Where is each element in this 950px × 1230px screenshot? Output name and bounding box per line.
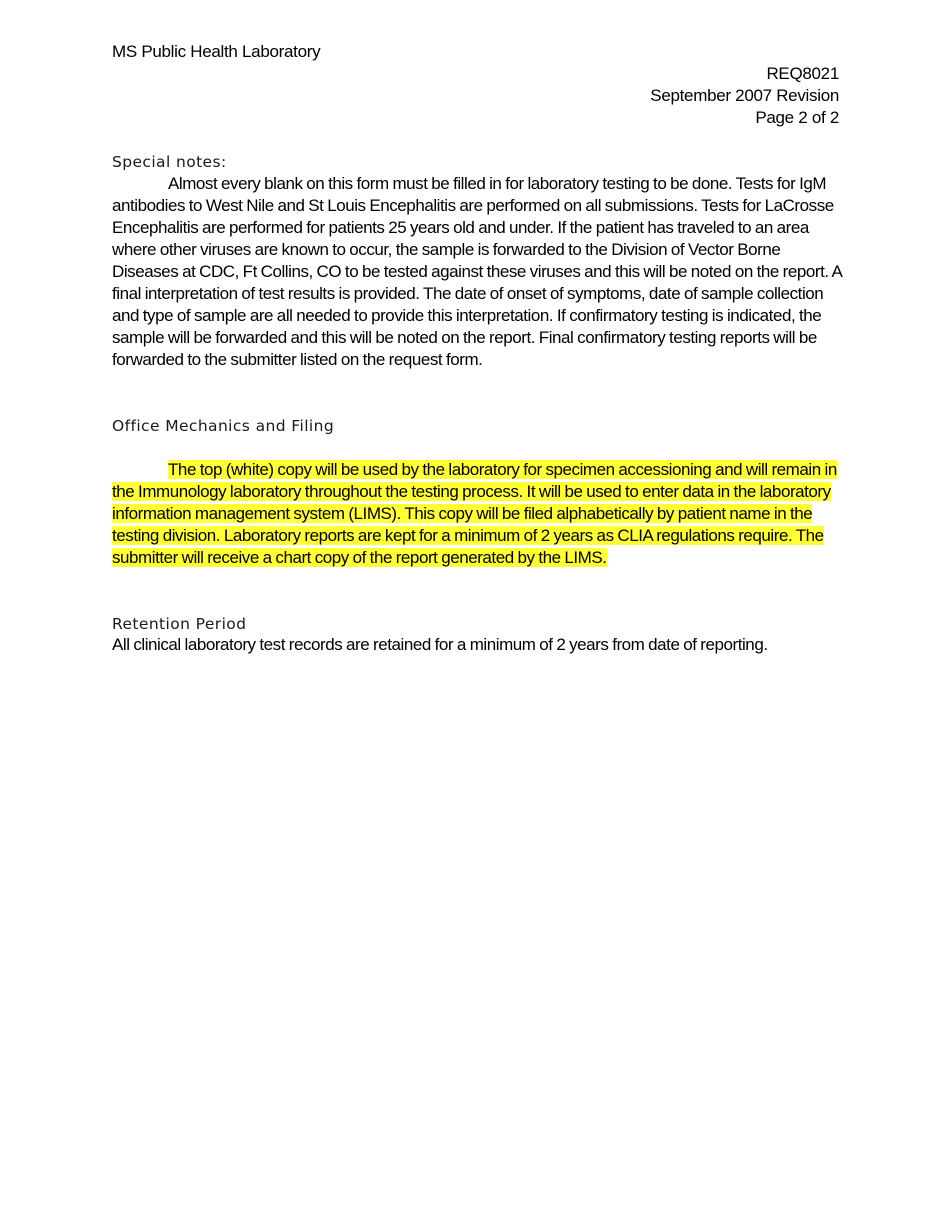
retention-paragraph xyxy=(112,634,872,656)
retention-text: All clinical laboratory test records are retained for a minimum of 2 years from date of reporting. xyxy=(112,635,768,654)
office-mechanics-heading: Office Mechanics and Filing xyxy=(112,417,335,435)
office-mechanics-text: The top (white) copy will be used by the laboratory for specimen accessioning and will remain in the Immunology laboratory throughout the testing process. It will be used to enter data in the laboratory information management system (LIMS). This copy will be filed alphabetically by patient name in the testing division. Laboratory reports are kept for a minimum of 2 years as CLIA regulations require. The submitter will receive a chart copy of the report generated by the LIMS. xyxy=(112,460,837,567)
lab-name: MS Public Health Laboratory xyxy=(112,42,321,61)
special-notes-text: Almost every blank on this form must be filled in for laboratory testing to be done. Tests for IgM antibodies to West Nile and St Louis Encephalitis are performed on all submissions. Tests for LaCrosse Encephalitis are performed for patients 25 years old and under. If the patient has traveled to an area where other viruses are known to occur, the sample is forwarded to the Division of Vector Borne Diseases at CDC, Ft Collins, CO to be tested against these viruses and this will be noted on the report. A final interpretation of test results is provided. The date of onset of symptoms, date of sample collection and type of sample are all needed to provide this interpretation. If confirmatory testing is indicated, the sample will be forwarded and this will be noted on the report. Final confirmatory testing reports will be forwarded to the submitter listed on the request form. xyxy=(112,174,842,369)
revision-date: September 2007 Revision xyxy=(650,86,839,105)
retention-heading: Retention Period xyxy=(112,615,247,633)
form-info xyxy=(650,63,839,129)
special-notes-heading: Special notes: xyxy=(112,153,227,171)
form-id: REQ8021 xyxy=(766,64,839,83)
office-mechanics-paragraph xyxy=(112,459,842,569)
special-notes-paragraph xyxy=(112,173,842,371)
page-number: Page 2 of 2 xyxy=(755,108,839,127)
